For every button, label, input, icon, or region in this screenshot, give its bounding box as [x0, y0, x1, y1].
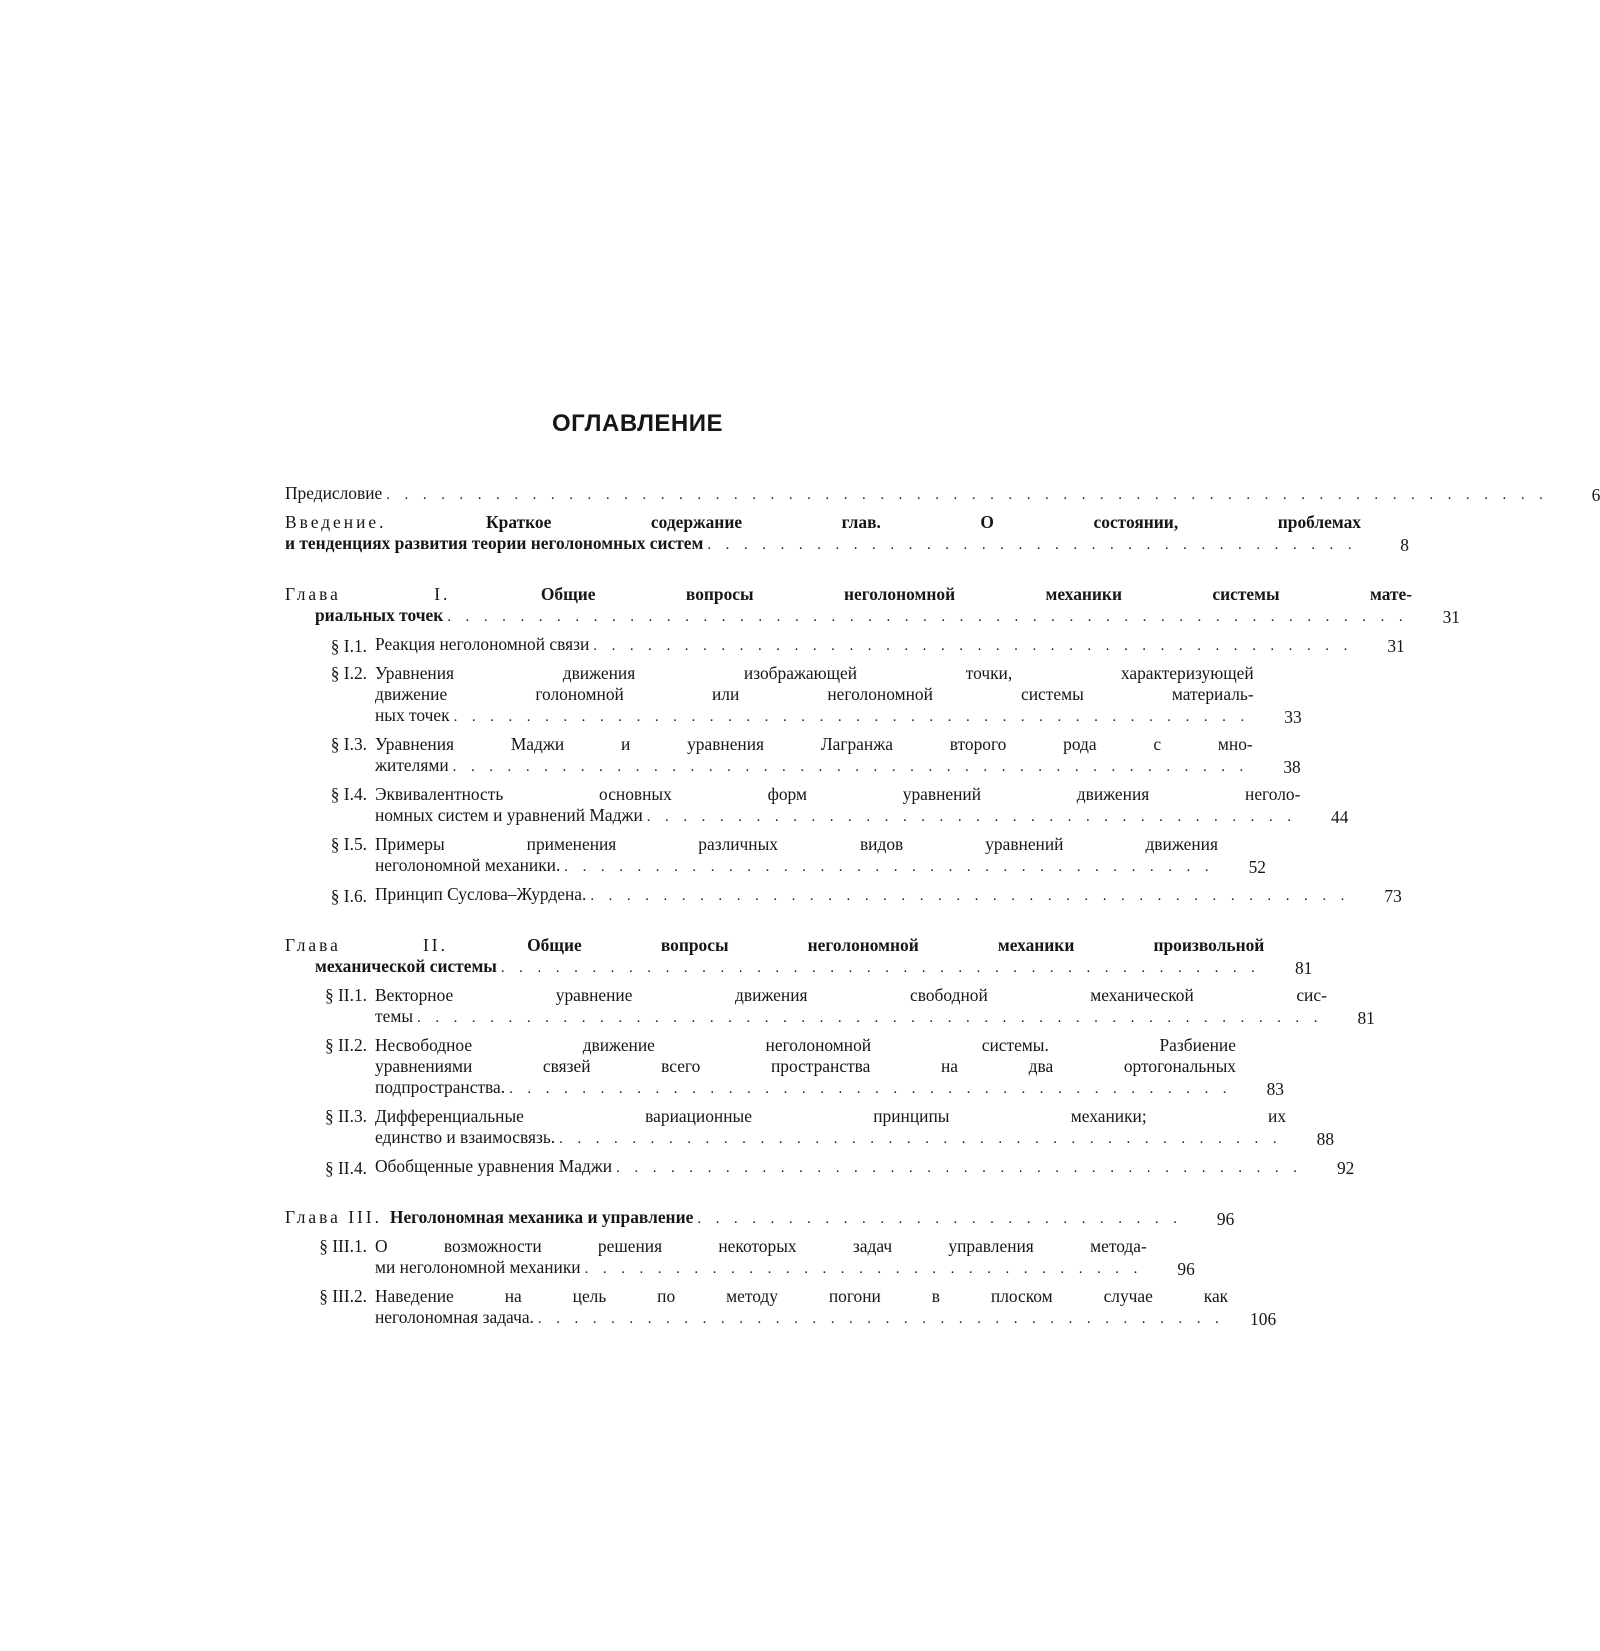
toc-entry-section[interactable]: [285, 884, 1402, 907]
section-title-line: Примеры применения различных видов уравнений движения: [375, 834, 1218, 854]
leader-dots: . . . . . . . . . . . . . . . . . . . . . . . . . . .: [697, 1211, 1183, 1227]
section-title-line: единство и взаимосвязь.: [375, 1127, 556, 1147]
toc-page-number: 73: [1384, 886, 1402, 906]
toc-page-number: 81: [1357, 1008, 1375, 1028]
leader-dots: . . . . . . . . . . . . . . . . . . . . . . . . . . . . . . . . . . . . . . . . . .: [593, 638, 1353, 654]
section-title-line: движение голономной или неголономной системы материаль-: [375, 684, 1254, 704]
toc-entry-section[interactable]: [285, 734, 1301, 778]
toc-entry-chapter-1[interactable]: [285, 584, 1460, 628]
toc-page-number: 106: [1250, 1309, 1277, 1329]
toc-page-number: 31: [1442, 607, 1460, 627]
toc-entry-preface[interactable]: [285, 483, 1600, 506]
toc-entry-chapter-2[interactable]: [285, 935, 1313, 979]
section-title-line: темы: [375, 1006, 414, 1026]
section-title-line: Обобщенные уравнения Маджи: [375, 1156, 613, 1176]
section-number: § I.6.: [330, 886, 367, 906]
section-title-line: Эквивалентность основных форм уравнений движения неголо-: [375, 784, 1301, 804]
section-title-line: Уравнения движения изображающей точки, характеризующей: [375, 663, 1254, 683]
toc-entry-title-line: Общие вопросы неголономной механики системы мате-: [540, 584, 1412, 604]
toc-entry-lead: Глава I.: [285, 584, 451, 604]
toc-page-number: 96: [1177, 1259, 1195, 1279]
leader-dots: . . . . . . . . . . . . . . . . . . . . . . . . . . . . . . . . . . . . . .: [537, 1311, 1225, 1327]
section-title-line: неголономная задача.: [375, 1307, 534, 1327]
leader-dots: . . . . . . . . . . . . . . . . . . . . . . . . . . . . . . . . . . . . . . . .: [509, 1081, 1232, 1097]
toc-entry-section[interactable]: [285, 1106, 1335, 1150]
section-number: § II.3.: [324, 1106, 367, 1126]
toc-entry-lead: Глава II.: [285, 935, 448, 955]
leader-dots: . . . . . . . . . . . . . . . . . . . . . . . . . . . . . . . . . . . . . . . . . . . .: [452, 759, 1249, 775]
toc-entry-label: Предисловие: [285, 483, 383, 503]
toc-entry-chapter-3[interactable]: [285, 1207, 1235, 1230]
toc-entry-section[interactable]: [285, 634, 1405, 657]
toc-entry-section[interactable]: [285, 1236, 1195, 1280]
leader-dots: . . . . . . . . . . . . . . . . . . . . . . . . . . . . . . .: [584, 1261, 1143, 1277]
toc-entry-lead: Введение.: [285, 512, 387, 532]
section-number: § III.2.: [319, 1286, 367, 1306]
toc-page-number: 31: [1387, 636, 1405, 656]
leader-dots: . . . . . . . . . . . . . . . . . . . . . . . . . . . . . . . . . . . .: [707, 537, 1357, 553]
leader-dots: . . . . . . . . . . . . . . . . . . . . . . . . . . . . . . . . . . . . . . . . . . . . . . . . . .: [417, 1010, 1323, 1026]
toc-entry-title-line: Неголономная механика и управление: [389, 1207, 694, 1227]
section-title-line: неголономной механики.: [375, 855, 561, 875]
section-number: § I.2.: [330, 663, 367, 683]
section-title-line: Дифференциальные вариационные принципы механики; их: [375, 1106, 1287, 1126]
toc-page-number: 8: [1400, 535, 1409, 555]
toc-page-number: 44: [1331, 807, 1349, 827]
section-title-line: уравнениями связей всего пространства на два ортогональных: [375, 1056, 1236, 1076]
section-number: § II.4.: [324, 1158, 367, 1178]
leader-dots: . . . . . . . . . . . . . . . . . . . . . . . . . . . . . . . . . . . . . . . . . .: [500, 960, 1261, 976]
toc-entry-title-line: и тенденциях развития теории неголономных систем: [285, 533, 704, 553]
section-title-line: Уравнения Маджи и уравнения Лагранжа второго рода с мно-: [375, 734, 1253, 754]
leader-dots: . . . . . . . . . . . . . . . . . . . . . . . . . . . . . . . . . . . . . . . . . . . . . . . . . . . . . . . . . . . . . . . .: [386, 487, 1549, 503]
toc-entry-section[interactable]: [285, 1156, 1355, 1179]
leader-dots: . . . . . . . . . . . . . . . . . . . . . . . . . . . . . . . . . . . .: [564, 859, 1214, 875]
toc-page-number: 38: [1283, 757, 1301, 777]
section-title-line: Реакция неголономной связи: [375, 634, 590, 654]
section-number: § II.2.: [324, 1035, 367, 1055]
toc-entry-title-line: механической системы: [315, 956, 497, 976]
toc-page-number: 83: [1266, 1079, 1284, 1099]
section-title-line: Несвободное движение неголономной системы. Разбиение: [375, 1035, 1236, 1055]
toc-page-number: 52: [1248, 857, 1266, 877]
toc-entry-section[interactable]: [285, 985, 1375, 1029]
toc-page-number: 88: [1316, 1129, 1335, 1149]
leader-dots: . . . . . . . . . . . . . . . . . . . . . . . . . . . . . . . . . . . .: [646, 809, 1297, 825]
toc-page-number: 81: [1294, 958, 1313, 978]
section-number: § II.1.: [324, 985, 367, 1005]
section-title-line: Принцип Суслова–Журдена.: [375, 884, 587, 904]
section-number: § III.1.: [319, 1236, 367, 1256]
section-title-line: Векторное уравнение движения свободной механической сис-: [375, 985, 1327, 1005]
toc-entry-title-line: Краткое содержание глав. О состоянии, проблемах: [486, 512, 1361, 532]
section-number: § I.5.: [330, 834, 367, 854]
section-number: § I.4.: [330, 784, 367, 804]
leader-dots: . . . . . . . . . . . . . . . . . . . . . . . . . . . . . . . . . . . . . . . . . . . .: [453, 709, 1250, 725]
section-title-line: ми неголономной механики: [375, 1257, 581, 1277]
leader-dots: . . . . . . . . . . . . . . . . . . . . . . . . . . . . . . . . . . . . . . . . . . . . . . . . . . . . .: [447, 609, 1408, 625]
toc-entry-title-line: риальных точек: [315, 605, 444, 625]
toc-entry-section[interactable]: [285, 834, 1266, 878]
toc-entry-lead: Глава III.: [285, 1207, 382, 1227]
section-title-line: ных точек: [375, 705, 450, 725]
toc-entry-section[interactable]: [285, 1286, 1277, 1330]
leader-dots: . . . . . . . . . . . . . . . . . . . . . . . . . . . . . . . . . . . . . . . .: [559, 1131, 1283, 1147]
section-number: § I.1.: [330, 636, 367, 656]
table-of-contents: [285, 483, 1600, 1336]
toc-entry-section[interactable]: [285, 784, 1349, 828]
section-title-line: Наведение на цель по методу погони в плоском случае как: [375, 1286, 1229, 1306]
leader-dots: . . . . . . . . . . . . . . . . . . . . . . . . . . . . . . . . . . . . . . . . . .: [590, 888, 1350, 904]
toc-page-number: 33: [1284, 707, 1302, 727]
toc-entry-section[interactable]: [285, 1035, 1284, 1100]
toc-page-number: 96: [1216, 1209, 1235, 1229]
leader-dots: . . . . . . . . . . . . . . . . . . . . . . . . . . . . . . . . . . . . . .: [616, 1160, 1303, 1176]
toc-page-number: 6: [1591, 485, 1600, 505]
toc-page-number: 92: [1336, 1158, 1355, 1178]
toc-entry-intro[interactable]: [285, 512, 1409, 556]
toc-entry-title-line: Общие вопросы неголономной механики произвольной: [527, 935, 1265, 955]
toc-entry-section[interactable]: [285, 663, 1302, 728]
section-title-line: О возможности решения некоторых задач управления метода-: [375, 1236, 1147, 1256]
section-number: § I.3.: [330, 734, 367, 754]
section-title-line: номных систем и уравнений Маджи: [375, 805, 643, 825]
section-title-line: подпространства.: [375, 1077, 506, 1097]
section-title-line: жителями: [375, 755, 449, 775]
page-title: ОГЛАВЛЕНИЕ: [551, 410, 724, 437]
